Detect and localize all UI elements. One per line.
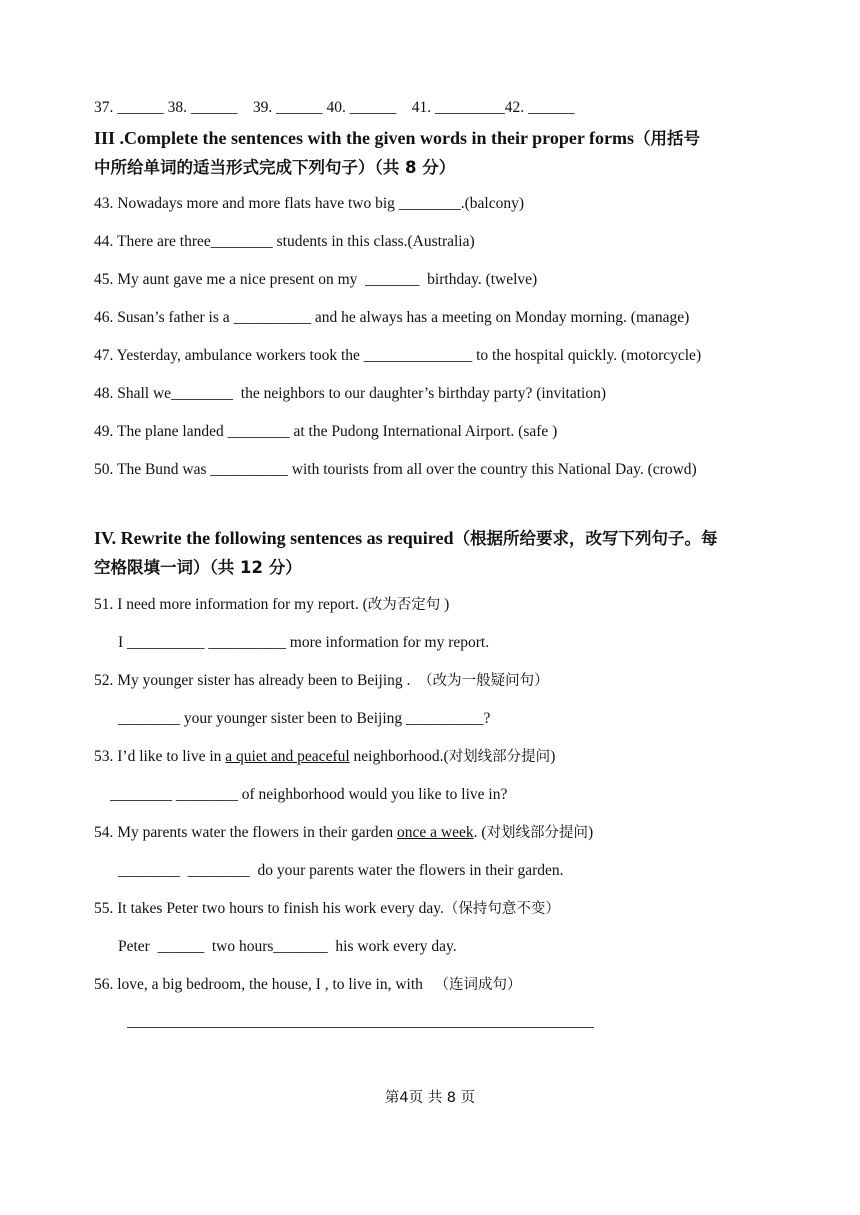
section-4-heading bbox=[94, 524, 784, 582]
question-53-close: ) bbox=[550, 748, 556, 765]
section-4-title-cn-2: 空格限填一词）（共 12 分） bbox=[94, 558, 302, 577]
question-54-underlined: once a week bbox=[397, 824, 474, 841]
section-3-heading bbox=[94, 124, 784, 182]
question-52-text: 52. My younger sister has already been to Beijing . bbox=[94, 672, 419, 689]
answer-55: Peter ______ two hours_______ his work every day. bbox=[118, 938, 457, 955]
page-footer: 第4页 共 8 页 bbox=[384, 1090, 476, 1106]
question-53-underlined: a quiet and peaceful bbox=[225, 748, 350, 765]
question-53 bbox=[94, 747, 555, 767]
answer-52: ________ your younger sister been to Beijing __________? bbox=[118, 710, 491, 727]
question-51-note: 改为否定句 bbox=[367, 597, 441, 613]
answer-51: I __________ __________ more information for my report. bbox=[118, 634, 490, 651]
section-3-title-en: III .Complete the sentences with the given words in their proper forms bbox=[94, 128, 634, 148]
question-51-close: ) bbox=[440, 596, 450, 613]
question-44: 44. There are three________ students in this class.(Australia) bbox=[94, 233, 475, 250]
question-54-post: . ( bbox=[473, 824, 487, 841]
question-49: 49. The plane landed ________ at the Pudong International Airport. (safe ) bbox=[94, 423, 558, 440]
question-54-pre: 54. My parents water the flowers in their garden bbox=[94, 824, 398, 841]
section-3-title-cn-2: 中所给单词的适当形式完成下列句子）（共 8 分） bbox=[94, 158, 456, 177]
question-52 bbox=[94, 671, 549, 691]
answer-53: ________ ________ of neighborhood would you like to live in? bbox=[110, 786, 508, 803]
section-3-title-cn-1: （用括号 bbox=[633, 129, 700, 148]
question-55 bbox=[94, 899, 560, 919]
question-51-text: 51. I need more information for my report. ( bbox=[94, 596, 368, 613]
question-54-note: 对划线部分提问 bbox=[486, 825, 589, 841]
question-54-close: ) bbox=[588, 824, 594, 841]
question-53-note: 对划线部分提问 bbox=[448, 749, 551, 765]
question-45: 45. My aunt gave me a nice present on my _______ birthday. (twelve) bbox=[94, 271, 538, 288]
question-54 bbox=[94, 823, 593, 843]
question-55-note: （保持句意不变） bbox=[443, 901, 560, 917]
question-50: 50. The Bund was __________ with tourists from all over the country this National Day. (crowd) bbox=[94, 461, 697, 478]
question-47: 47. Yesterday, ambulance workers took the ______________ to the hospital quickly. (motorcycle) bbox=[94, 347, 702, 364]
question-56-note: （连词成句） bbox=[434, 977, 522, 993]
question-55-text: 55. It takes Peter two hours to finish his work every day. bbox=[94, 900, 444, 917]
question-52-note: （改为一般疑问句） bbox=[418, 673, 549, 689]
question-53-pre: 53. I’d like to live in bbox=[94, 748, 226, 765]
answer-56-line bbox=[127, 1027, 594, 1028]
answer-54: ________ ________ do your parents water the flowers in their garden. bbox=[118, 862, 564, 879]
question-56 bbox=[94, 975, 522, 995]
question-51 bbox=[94, 595, 449, 615]
section-4-title-cn-1: （根据所给要求，改写下列句子。每 bbox=[453, 529, 718, 548]
question-53-post: neighborhood.( bbox=[349, 748, 449, 765]
question-48: 48. Shall we________ the neighbors to our daughter’s birthday party? (invitation) bbox=[94, 385, 606, 402]
question-46: 46. Susan’s father is a __________ and he always has a meeting on Monday morning. (manage) bbox=[94, 309, 690, 326]
answer-row: 37. ______ 38. ______ 39. ______ 40. ______ 41. _________42. ______ bbox=[94, 99, 575, 116]
section-4-title-en: IV. Rewrite the following sentences as required bbox=[94, 528, 454, 548]
question-56-text: 56. love, a big bedroom, the house, I , to live in, with bbox=[94, 976, 435, 993]
question-43: 43. Nowadays more and more flats have two big ________.(balcony) bbox=[94, 195, 525, 212]
